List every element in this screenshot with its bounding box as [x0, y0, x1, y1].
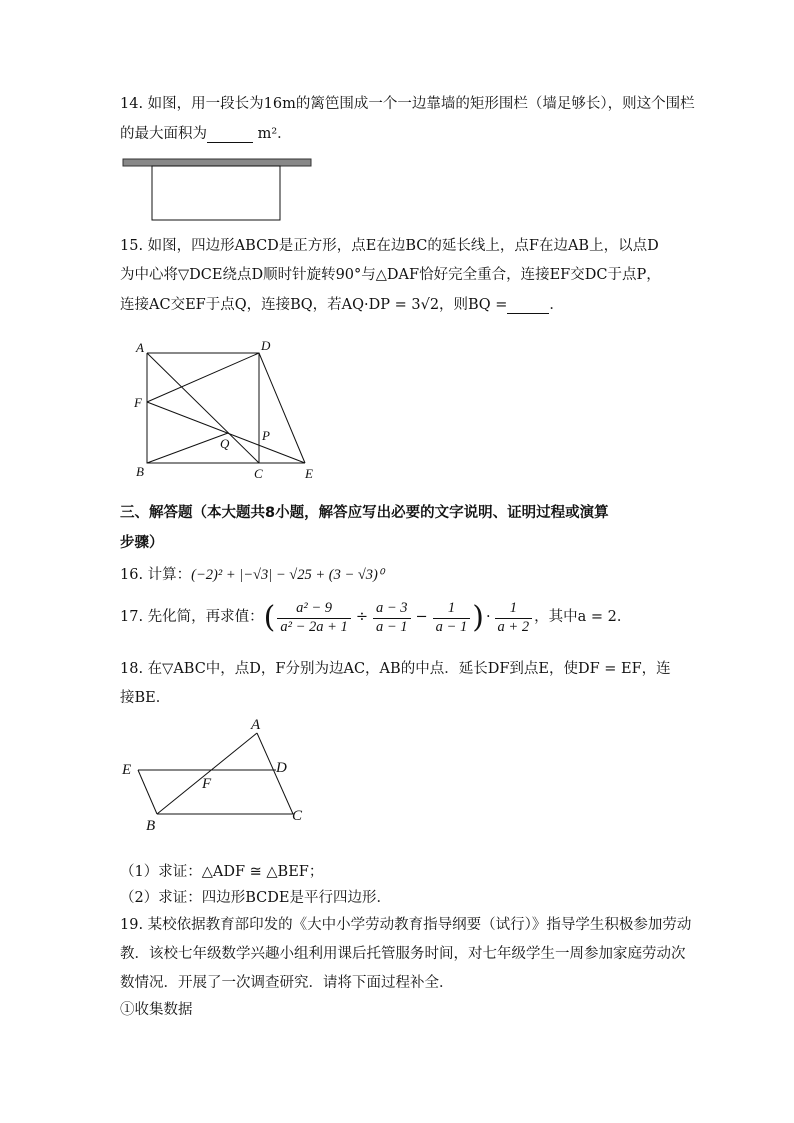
answer-blank[interactable] — [207, 142, 253, 143]
q19-line4: ①收集数据 — [120, 1002, 193, 1018]
label-C: C — [292, 808, 303, 824]
label-P: P — [262, 428, 270, 443]
q19-line2: 教．该校七年级数学兴趣小组利用课后托管服务时间，对七年级学生一周参加家庭劳动次 — [120, 946, 686, 962]
q19-line1: 19. 某校依据教育部印发的《大中小学劳动教育指导纲要（试行）》指导学生积极参加劳动 — [120, 917, 692, 933]
section3-heading-line1: 三、解答题（本大题共8小题，解答应写出必要的文字说明、证明过程或演算 — [120, 505, 609, 521]
q15-square-diagram — [128, 336, 328, 484]
q17-fraction-3: $\frac{1}{a - 1}$ — [433, 600, 471, 636]
q18-sub1: （1）求证：△ADF ≅ △BEF； — [120, 864, 324, 880]
q18-sub2: （2）求证：四边形BCDE是平行四边形． — [120, 890, 391, 906]
q17: 17. 先化简，再求值： ( $\frac{\text{a² − 9}}{\text{a² − 2a + 1}}$ ÷ $\frac{a - 3}{a - 1}$ − $\frac{1}{a - 1}$ ) · $\frac{1}{a + 2}$ ，其中a = 2． — [120, 600, 632, 635]
label-F: F — [134, 395, 142, 410]
line-df — [147, 353, 259, 402]
q17-fraction-4: $\frac{1}{a + 2}$ — [495, 600, 533, 636]
label-A: A — [251, 717, 261, 733]
label-Q: Q — [220, 436, 230, 451]
fence-rect — [152, 166, 280, 220]
line-bq — [147, 433, 228, 463]
q18-line2: 接BE． — [120, 690, 171, 706]
q17-fraction-1: $\frac{\text{a² − 9}}{\text{a² − 2a + 1}}$ — [277, 600, 350, 636]
q14-fence-diagram — [120, 158, 314, 224]
label-E: E — [305, 466, 313, 481]
q14-line2: 的最大面积为 m²． — [120, 126, 292, 142]
q15-line2: 为中心将▽DCE绕点D顺时针旋转90°与△DAF恰好完全重合，连接EF交DC于点P， — [120, 267, 661, 283]
label-A: A — [136, 340, 144, 355]
q16: 16. 计算：(−2)² + |−√3| − √25 + (3 − √3)⁰ — [120, 567, 384, 583]
wall — [123, 159, 311, 166]
q18-line1: 18. 在▽ABC中，点D，F分别为边AC，AB的中点．延长DF到点E，使DF = EF，连 — [120, 661, 671, 677]
label-E: E — [122, 762, 132, 778]
line-de — [259, 353, 305, 463]
q14-line1: 14. 如图，用一段长为16m的篱笆围成一个一边靠墙的矩形围栏（墙足够长），则这个围栏 — [120, 96, 695, 112]
line-ba — [157, 733, 257, 814]
q16-expression: (−2)² + |−√3| − √25 + (3 − √3)⁰ — [191, 567, 384, 583]
label-D: D — [276, 760, 287, 776]
q19-line3: 数情况．开展了一次调查研究．请将下面过程补全． — [120, 975, 454, 991]
label-C: C — [254, 466, 263, 481]
q15-line1: 15. 如图，四边形ABCD是正方形，点E在边BC的延长线上，点F在边AB上，以点D — [120, 238, 659, 254]
line-eb — [138, 770, 157, 814]
q17-fraction-2: $\frac{a - 3}{a - 1}$ — [373, 600, 411, 636]
section3-heading-line2: 步骤） — [120, 535, 164, 551]
label-B: B — [136, 464, 144, 479]
label-B: B — [146, 818, 156, 834]
line-ac — [257, 733, 293, 814]
q15-line3: 连接AC交EF于点Q，连接BQ，若AQ·DP = 3√2，则BQ = ． — [120, 297, 564, 313]
answer-blank[interactable] — [507, 313, 549, 314]
label-F: F — [202, 776, 212, 792]
label-D: D — [261, 338, 271, 353]
q18-triangle-diagram — [116, 714, 316, 834]
